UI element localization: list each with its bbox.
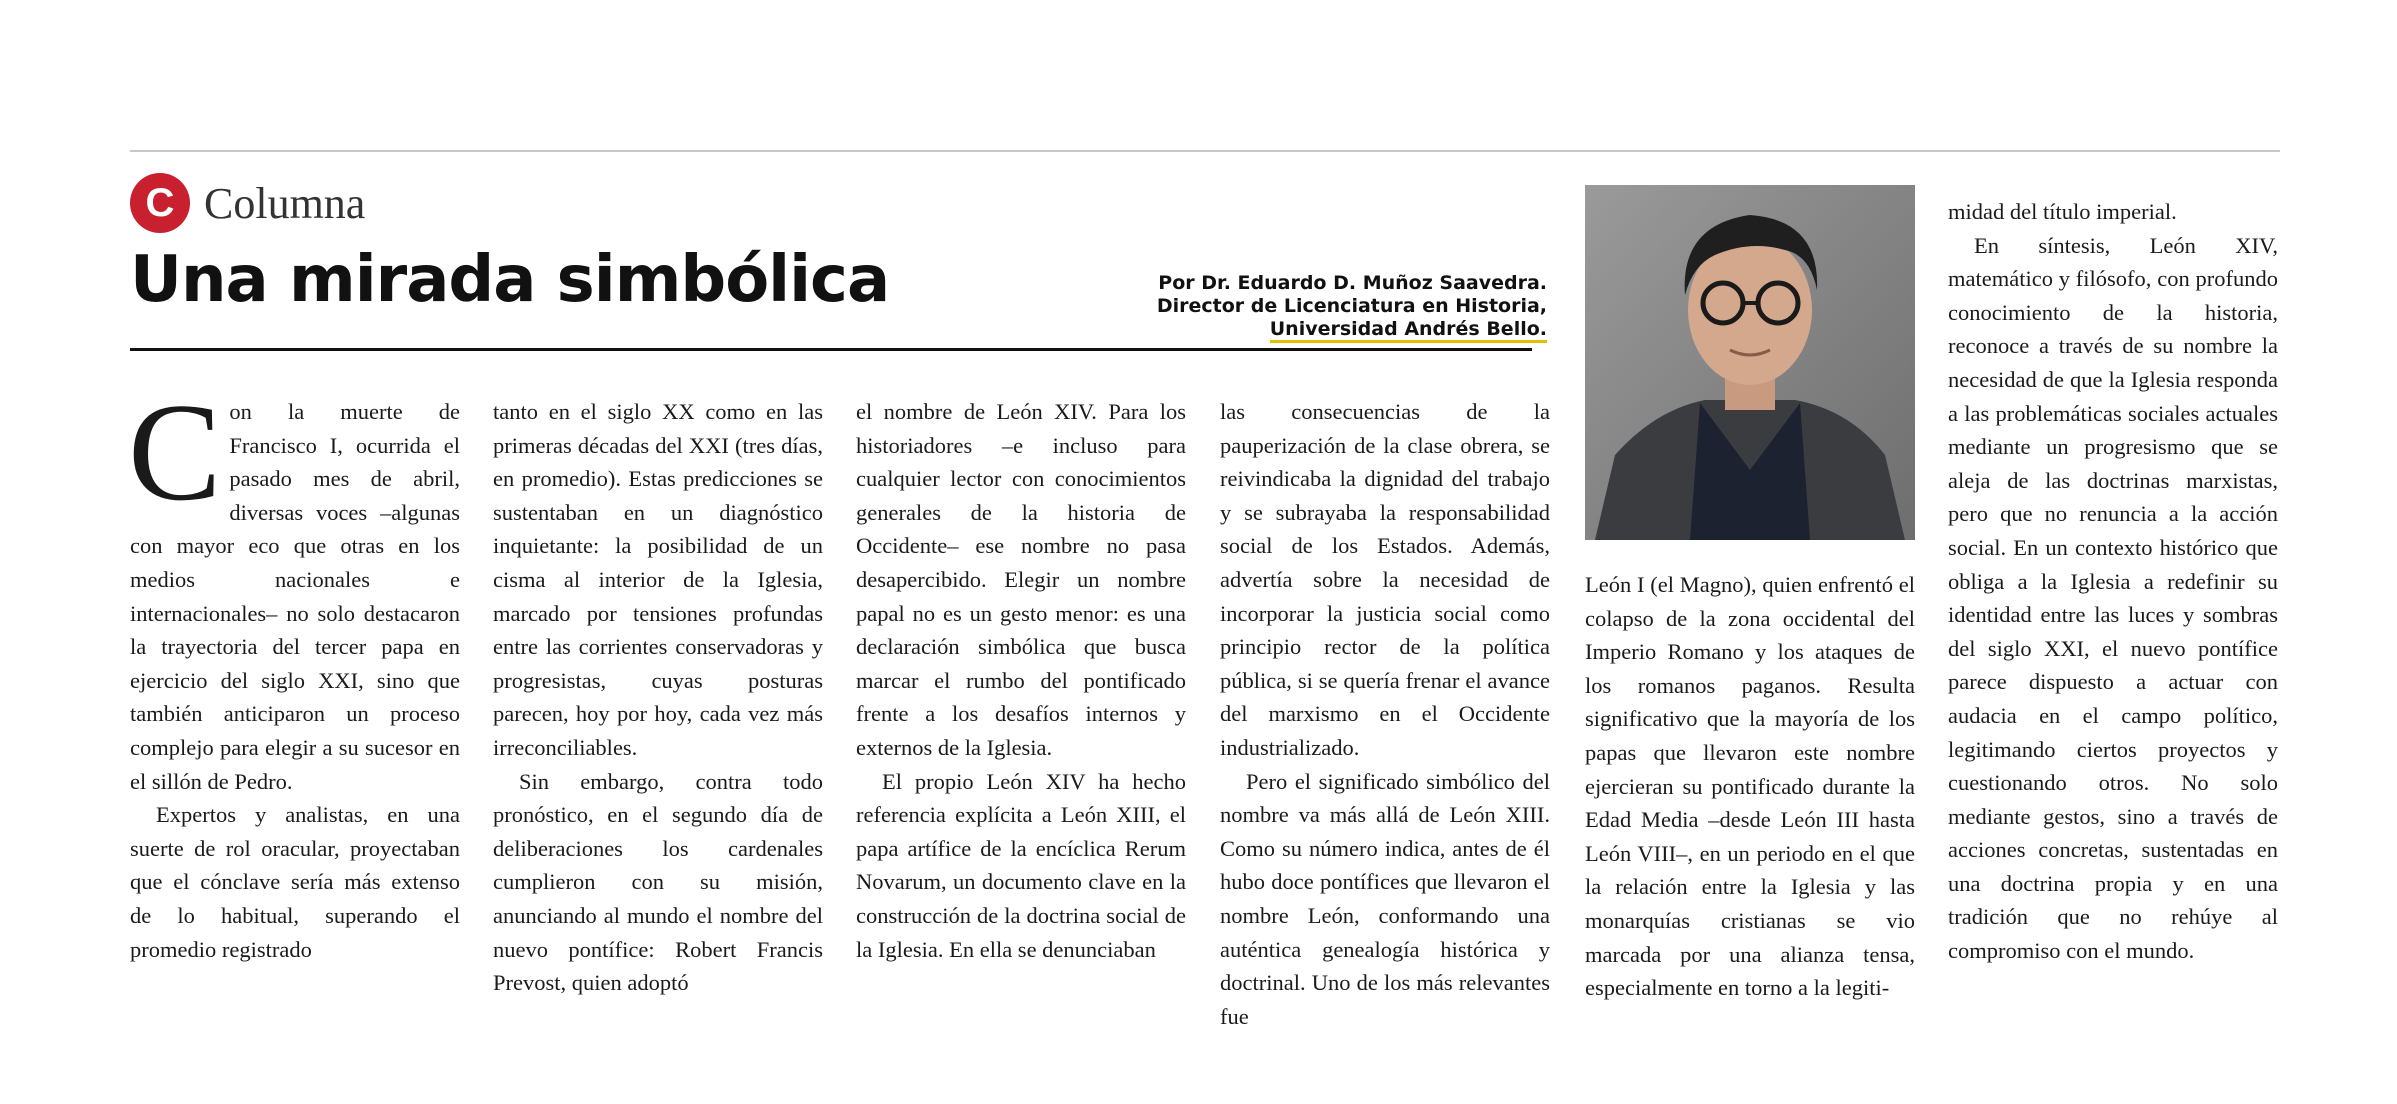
article-paragraph: Expertos y analistas, en una suerte de rol oracular, proyectaban que el cónclave sería más extenso de lo habitual, superando el promedio registrado xyxy=(130,802,460,962)
section-label: Columna xyxy=(204,178,366,228)
byline-author: Por Dr. Eduardo D. Muñoz Saavedra. xyxy=(1158,272,1547,294)
article-column-5 xyxy=(1585,568,1915,1005)
author-portrait-illustration xyxy=(1585,185,1915,540)
article-paragraph: midad del título imperial. xyxy=(1948,199,2177,224)
headline: Una mirada simbólica xyxy=(130,243,890,317)
section-tag xyxy=(130,168,365,238)
article-column-1 xyxy=(128,375,460,966)
article-paragraph: tanto en el siglo XX como en las primeras décadas del XXI (tres días, en promedio). Estas predicciones se sustentaban en un diagnóstico inquietante: la posibilidad de un cisma al interior de la Iglesia, marcado por tensiones profundas entre las corrientes conservadoras y progresistas, cuyas posturas parecen, hoy por hoy, cada vez más irreconciliables. xyxy=(493,399,823,760)
article-paragraph: Pero el significado simbólico del nombre va más allá de León XIII. Como su número indica, antes de él hubo doce pontífices que llevaron el nombre León, conformando una auténtica genealogía histórica y doctrinal. Uno de los más relevantes fue xyxy=(1220,768,1550,1029)
article-paragraph: León I (el Magno), quien enfrentó el colapso de la zona occidental del Imperio Romano y los ataques de los romanos paganos. Resulta significativo que la mayoría de los papas que llevaron este nombre ejercieran su pontificado durante la Edad Media –desde León III hasta León VIII–, en un periodo en el que la relación entre la Iglesia y las monarquías cristianas se vio marcada por una alianza tensa, especialmente en torno a la legiti- xyxy=(1585,572,1915,1001)
article-column-4 xyxy=(1220,395,1550,1033)
article-column-3 xyxy=(856,395,1186,966)
article-paragraph: Con la muerte de Francisco I, ocurrida el pasado mes de abril, diversas voces –algunas con mayor eco que otras en los medios nacionales e internacionales– no solo destacaron la trayectoria del tercer papa en ejercicio del siglo XXI, sino que también anticiparon un proceso complejo para elegir a su sucesor en el sillón de Pedro. xyxy=(128,375,460,794)
title-divider xyxy=(130,348,1532,351)
article-column-2 xyxy=(493,395,823,1000)
article-paragraph: En síntesis, León XIV, matemático y filósofo, con profundo conocimiento de la historia, reconoce a través de su nombre la necesidad de que la Iglesia responda a las problemáticas sociales actuales mediante un progresismo que se aleja de las doctrinas marxistas, pero que no renuncia a la acción social. En un contexto histórico que obliga a la Iglesia a redefinir su identidad entre las luces y sombras del siglo XXI, el nuevo pontífice parece dispuesto a actuar con audacia en el campo político, legitimando ciertos proyectos y cuestionando otros. No solo mediante gestos, sino a través de acciones concretas, sustentadas en una doctrina propia y en una tradición que no rehúye al compromiso con el mundo. xyxy=(1948,232,2278,964)
byline-role: Director de Licenciatura en Historia, xyxy=(1156,295,1547,317)
author-photo xyxy=(1585,185,1915,540)
byline-university: Universidad Andrés Bello. xyxy=(1270,318,1547,343)
top-divider xyxy=(130,150,2280,152)
article-paragraph: el nombre de León XIV. Para los historiadores –e incluso para cualquier lector con conocimientos generales de la historia de Occidente– ese nombre no pasa desapercibido. Elegir un nombre papal no es un gesto menor: es una declaración simbólica que busca marcar el rumbo del pontificado frente a los desafíos internos y externos de la Iglesia. xyxy=(856,399,1186,760)
article-paragraph: Sin embargo, contra todo pronóstico, en el segundo día de deliberaciones los cardenales cumplieron con su misión, anunciando al mundo el nombre del nuevo pontífice: Robert Francis Prevost, quien adoptó xyxy=(493,768,823,996)
article-paragraph: El propio León XIV ha hecho referencia explícita a León XIII, el papa artífice de la encíclica Rerum Novarum, un documento clave en la construcción de la doctrina social de la Iglesia. En ella se denunciaban xyxy=(856,768,1186,962)
section-badge: C xyxy=(130,173,190,233)
byline xyxy=(1157,272,1547,341)
drop-cap: C xyxy=(128,375,222,530)
article-column-6 xyxy=(1948,195,2278,968)
article-paragraph: las consecuencias de la pauperización de la clase obrera, se reivindicaba la dignidad del trabajo y se subrayaba la responsabilidad social de los Estados. Además, advertía sobre la necesidad de incorporar la justicia social como principio rector de la política pública, si se quería frenar el avance del marxismo en el Occidente industrializado. xyxy=(1220,399,1550,760)
